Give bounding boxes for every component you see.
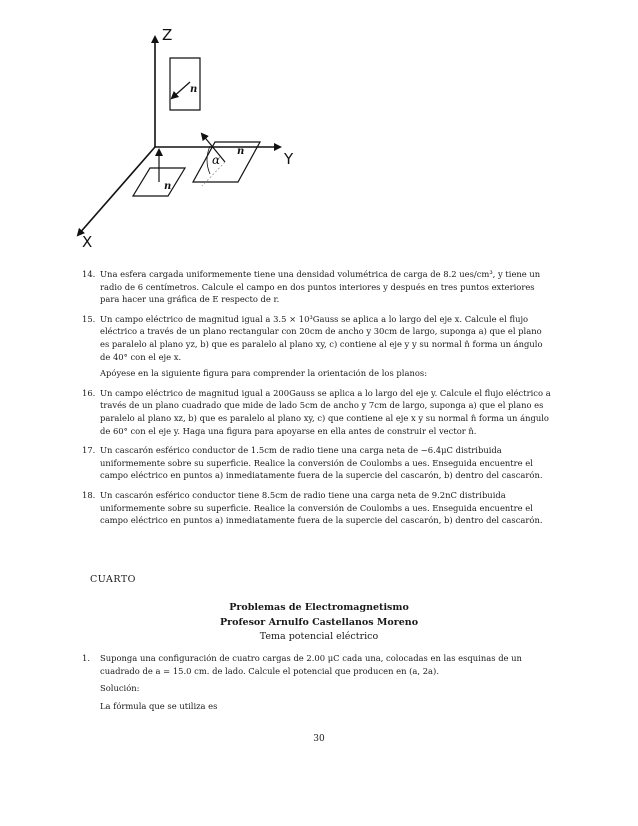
normal-label-tilted: n xyxy=(237,146,245,157)
problem-1 xyxy=(82,652,552,712)
problem-number: 17. xyxy=(82,445,96,456)
x-axis-label: X xyxy=(82,233,93,251)
problem-text: Una esfera cargada uniformemente tiene una densidad volumétrica de carga de 8.2 ues/cm³, y tiene un radio de 6 centímetros. Calcule el campo en dos puntos interiores y después en tres puntos exteriores para hacer una gráfica de E respecto de r. xyxy=(100,269,541,305)
normal-vector-yz xyxy=(172,82,190,98)
problem-number: 18. xyxy=(82,489,96,500)
solution-label: Solución: xyxy=(100,683,140,694)
problem-number: 16. xyxy=(82,387,96,398)
angle-alpha-label: α xyxy=(212,153,221,167)
angle-arc xyxy=(207,146,210,174)
normal-label-yz: n xyxy=(190,84,198,95)
potential-problem-list xyxy=(82,652,552,719)
problem-note: Apóyese en la siguiente figura para comprender la orientación de los planos: xyxy=(100,368,428,379)
problem-text: Un campo eléctrico de magnitud igual a 200Gauss se aplica a lo largo del eje y. Calcule el flujo eléctrico a través de un plano cuadrado que mide de lado 5cm de ancho y 7cm de largo, suponga a) que el plano es paralelo al plano xz, b) que es paralelo al plano xy, c) que contiene al eje x y su normal n̂ forma un ángulo de 60° con el eje y. Haga una figura para apoyarse en ella antes de construir el vector n̂. xyxy=(100,387,551,436)
problem-17 xyxy=(82,444,552,482)
z-axis-label: Z xyxy=(162,26,173,44)
problem-text: Un cascarón esférico conductor de 1.5cm de radio tiene una carga neta de −6.4μC distribuida uniformemente sobre su superficie. Realice la conversión de Coulombs a ues. Enseguida encuentre el campo eléctrico en puntos a) inmediatamente fuera de la supercie del cascarón, b) dentro del cascarón. xyxy=(100,445,543,481)
normal-label-xy: n xyxy=(164,181,172,192)
problem-number: 14. xyxy=(82,269,96,279)
topic-title: Tema potencial eléctrico xyxy=(259,631,379,642)
section-label: CUARTO xyxy=(90,574,136,585)
problem-15 xyxy=(82,313,552,380)
page-number: 30 xyxy=(313,734,325,744)
professor-name: Profesor Arnulfo Castellanos Moreno xyxy=(219,617,419,628)
problem-18 xyxy=(82,489,552,527)
problem-list xyxy=(82,268,552,534)
y-axis-label: Y xyxy=(284,150,294,168)
document-title: Problemas de Electromagnetismo xyxy=(229,602,409,613)
plane-tilted xyxy=(193,142,260,182)
problem-number: 1. xyxy=(82,653,90,663)
problem-14 xyxy=(82,268,552,306)
problem-text: Un cascarón esférico conductor tiene 8.5cm de radio tiene una carga neta de 9.2nC distribuida uniformemente sobre su superficie. Realice la conversión de Coulombs a ues. Enseguida encuentre el campo eléctrico en puntos a) inmediatamente fuera de la supercie del cascarón, b) dentro del cascarón. xyxy=(100,489,543,526)
formula-intro: La fórmula que se utiliza es xyxy=(100,700,218,711)
problem-text: Un campo eléctrico de magnitud igual a 3.5 × 10³Gauss se aplica a lo largo del eje x. Calcule el flujo eléctrico a través de un plano rectangular con 20cm de ancho y 30cm de largo, suponga a) que el plano es paralelo al plano yz, b) que es paralelo al plano xy, c) contiene al eje y y su normal n̂ forma un ángulo de 40° con el eje x. xyxy=(100,313,543,362)
planes-orientation-figure xyxy=(60,22,320,257)
problem-text: Suponga una configuración de cuatro cargas de 2.00 μC cada una, colocadas en las esquinas de un cuadrado de a = 15.0 cm. de lado. Calcule el potencial que producen en (a, 2a). xyxy=(100,653,522,676)
problem-number: 15. xyxy=(82,313,96,324)
x-axis xyxy=(78,147,155,235)
problem-16 xyxy=(82,387,552,437)
